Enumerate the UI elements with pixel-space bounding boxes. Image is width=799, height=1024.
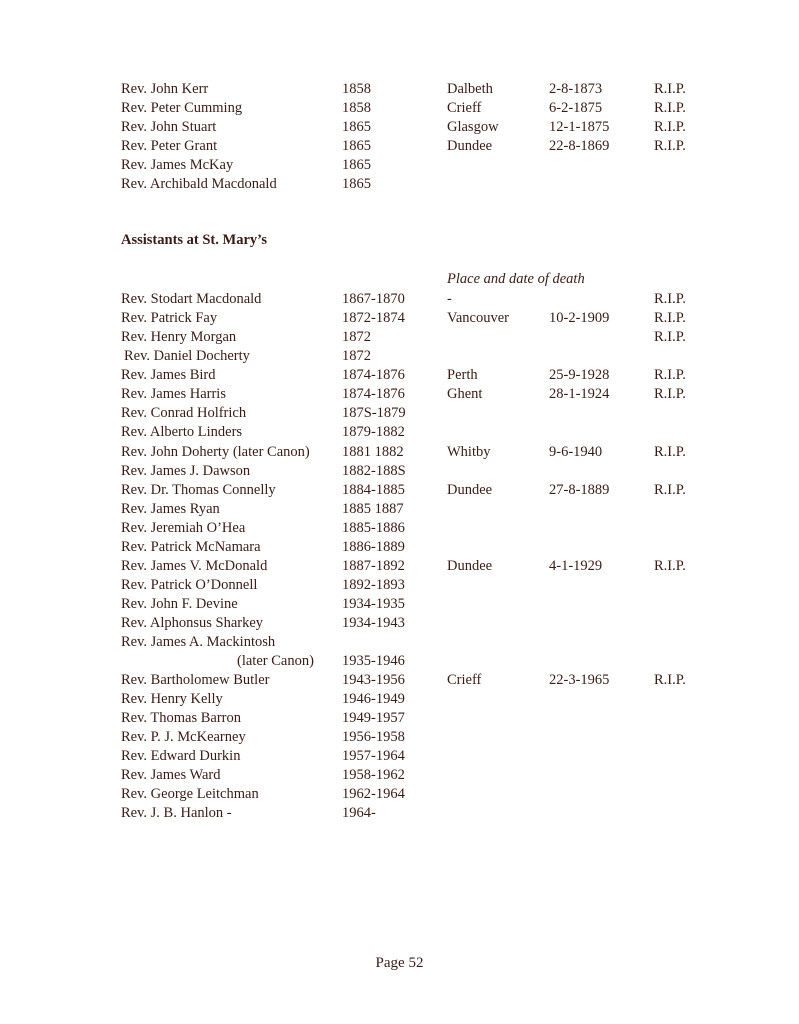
priest-name: Rev. Conrad Holfrich xyxy=(121,405,247,421)
table-row xyxy=(0,328,799,347)
priest-years: 1935-1946 xyxy=(342,653,405,669)
priest-years: 1867-1870 xyxy=(342,291,405,307)
table-row xyxy=(0,156,799,175)
table-row xyxy=(0,728,799,747)
priest-years: 1885 1887 xyxy=(342,501,404,517)
priest-name: Rev. John Kerr xyxy=(121,81,209,97)
priest-name: Rev. Dr. Thomas Connelly xyxy=(121,482,276,498)
death-date: 9-6-1940 xyxy=(549,444,603,460)
priest-name: Rev. James Ward xyxy=(121,767,221,783)
place-date-heading: Place and date of death xyxy=(447,271,585,287)
table-row xyxy=(0,80,799,99)
priest-name: Rev. James McKay xyxy=(121,157,234,173)
priest-name: Rev. Stodart Macdonald xyxy=(121,291,262,307)
priest-years: 1949-1957 xyxy=(342,710,405,726)
rip-label: R.I.P. xyxy=(654,482,686,498)
priest-name: Rev. Henry Kelly xyxy=(121,691,223,707)
death-date: 25-9-1928 xyxy=(549,367,610,383)
priest-name: Rev. Daniel Docherty xyxy=(124,348,250,364)
rip-label: R.I.P. xyxy=(654,672,686,688)
death-date: 27-8-1889 xyxy=(549,482,610,498)
table-row xyxy=(0,709,799,728)
priest-years: 1885-1886 xyxy=(342,520,405,536)
death-place: Crieff xyxy=(447,672,482,688)
table-row xyxy=(0,538,799,557)
table-row xyxy=(0,500,799,519)
priest-name: Rev. James V. McDonald xyxy=(121,558,268,574)
death-place: Ghent xyxy=(447,386,483,402)
priest-years: 1872-1874 xyxy=(342,310,405,326)
priest-years: 1872 xyxy=(342,329,371,345)
table-row xyxy=(0,557,799,576)
priest-year: 1865 xyxy=(342,157,371,173)
death-place: Dundee xyxy=(447,482,493,498)
rip-label: R.I.P. xyxy=(654,329,686,345)
priest-years: 1957-1964 xyxy=(342,748,405,764)
priest-name: Rev. James Ryan xyxy=(121,501,220,517)
rip-label: R.I.P. xyxy=(654,291,686,307)
priest-years: 1872 xyxy=(342,348,371,364)
priest-name: Rev. Henry Morgan xyxy=(121,329,237,345)
table-row xyxy=(0,614,799,633)
death-place: - xyxy=(447,291,452,307)
priest-years: 1882-188S xyxy=(342,463,406,479)
priest-name: Rev. Peter Cumming xyxy=(121,100,243,116)
death-date: 22-3-1965 xyxy=(549,672,610,688)
death-date: 2-8-1873 xyxy=(549,81,603,97)
priest-name: Rev. George Leitchman xyxy=(121,786,259,802)
table-row xyxy=(0,175,799,194)
death-date: 6-2-1875 xyxy=(549,100,603,116)
priest-years: 1934-1935 xyxy=(342,596,405,612)
priest-name: Rev. Bartholomew Butler xyxy=(121,672,270,688)
priest-year: 1865 xyxy=(342,176,371,192)
priest-name: Rev. Alberto Linders xyxy=(121,424,243,440)
death-place: Whitby xyxy=(447,444,491,460)
table-row xyxy=(0,633,799,652)
priest-name-continued: (later Canon) xyxy=(237,653,314,669)
table-row xyxy=(0,595,799,614)
priest-years: 1934-1943 xyxy=(342,615,405,631)
death-place: Glasgow xyxy=(447,119,499,135)
table-row xyxy=(0,671,799,690)
priest-name: Rev. Patrick McNamara xyxy=(121,539,261,555)
table-row xyxy=(0,519,799,538)
table-row xyxy=(0,462,799,481)
priest-name: Rev. James J. Dawson xyxy=(121,463,251,479)
table-row xyxy=(0,347,799,366)
priest-years: 1881 1882 xyxy=(342,444,404,460)
table-row xyxy=(0,766,799,785)
priest-years: 1946-1949 xyxy=(342,691,405,707)
death-date: 22-8-1869 xyxy=(549,138,610,154)
table-row xyxy=(0,785,799,804)
priest-year: 1865 xyxy=(342,138,371,154)
table-row xyxy=(0,366,799,385)
table-row xyxy=(0,309,799,328)
table-row xyxy=(0,404,799,423)
death-place: Dalbeth xyxy=(447,81,493,97)
table-row xyxy=(0,99,799,118)
priest-years: 187S-1879 xyxy=(342,405,406,421)
priest-name: Rev. Patrick O’Donnell xyxy=(121,577,258,593)
table-row xyxy=(0,423,799,442)
priest-name: Rev. James Harris xyxy=(121,386,226,402)
rip-label: R.I.P. xyxy=(654,119,686,135)
priest-year: 1865 xyxy=(342,119,371,135)
rip-label: R.I.P. xyxy=(654,367,686,383)
death-place: Dundee xyxy=(447,558,493,574)
rip-label: R.I.P. xyxy=(654,444,686,460)
priest-years: 1886-1889 xyxy=(342,539,405,555)
rip-label: R.I.P. xyxy=(654,558,686,574)
priest-years: 1956-1958 xyxy=(342,729,405,745)
death-place: Perth xyxy=(447,367,478,383)
table-row xyxy=(0,804,799,823)
death-date: 12-1-1875 xyxy=(549,119,610,135)
death-date: 28-1-1924 xyxy=(549,386,610,402)
rip-label: R.I.P. xyxy=(654,310,686,326)
death-date: 4-1-1929 xyxy=(549,558,603,574)
table-row xyxy=(0,690,799,709)
death-place: Vancouver xyxy=(447,310,510,326)
table-row xyxy=(0,118,799,137)
priest-years: 1958-1962 xyxy=(342,767,405,783)
priest-name: Rev. P. J. McKearney xyxy=(121,729,246,745)
priest-years: 1943-1956 xyxy=(342,672,405,688)
priest-name: Rev. John Doherty (later Canon) xyxy=(121,444,310,460)
death-place: Crieff xyxy=(447,100,482,116)
priest-name: Rev. Patrick Fay xyxy=(121,310,218,326)
priest-year: 1858 xyxy=(342,81,371,97)
rip-label: R.I.P. xyxy=(654,386,686,402)
priest-name: Rev. James Bird xyxy=(121,367,216,383)
table-row xyxy=(0,385,799,404)
priest-years: 1874-1876 xyxy=(342,367,405,383)
rip-label: R.I.P. xyxy=(654,138,686,154)
priest-name: Rev. Peter Grant xyxy=(121,138,218,154)
table-row xyxy=(0,290,799,309)
priest-name: Rev. Edward Durkin xyxy=(121,748,241,764)
priest-years: 1874-1876 xyxy=(342,386,405,402)
priest-name: Rev. Jeremiah O’Hea xyxy=(121,520,246,536)
table-row xyxy=(0,576,799,595)
table-row xyxy=(0,137,799,156)
priest-name: Rev. John F. Devine xyxy=(121,596,238,612)
death-date: 10-2-1909 xyxy=(549,310,610,326)
priest-years: 1884-1885 xyxy=(342,482,405,498)
priest-years: 1962-1964 xyxy=(342,786,405,802)
table-row xyxy=(0,652,799,671)
table-row xyxy=(0,443,799,462)
priest-name: Rev. Alphonsus Sharkey xyxy=(121,615,264,631)
priest-years: 1892-1893 xyxy=(342,577,405,593)
death-place: Dundee xyxy=(447,138,493,154)
priest-years: 1879-1882 xyxy=(342,424,405,440)
priest-years: 1887-1892 xyxy=(342,558,405,574)
priest-name: Rev. John Stuart xyxy=(121,119,217,135)
rip-label: R.I.P. xyxy=(654,81,686,97)
rip-label: R.I.P. xyxy=(654,100,686,116)
priest-name: Rev. Thomas Barron xyxy=(121,710,242,726)
table-row xyxy=(0,747,799,766)
priest-year: 1858 xyxy=(342,100,371,116)
table-row xyxy=(0,481,799,500)
section-heading: Assistants at St. Mary’s xyxy=(121,232,268,248)
priest-name: Rev. James A. Mackintosh xyxy=(121,634,276,650)
page-number: Page 52 xyxy=(375,955,424,971)
priest-name: Rev. Archibald Macdonald xyxy=(121,176,277,192)
priest-name: Rev. J. B. Hanlon - xyxy=(121,805,232,821)
priest-years: 1964- xyxy=(342,805,376,821)
